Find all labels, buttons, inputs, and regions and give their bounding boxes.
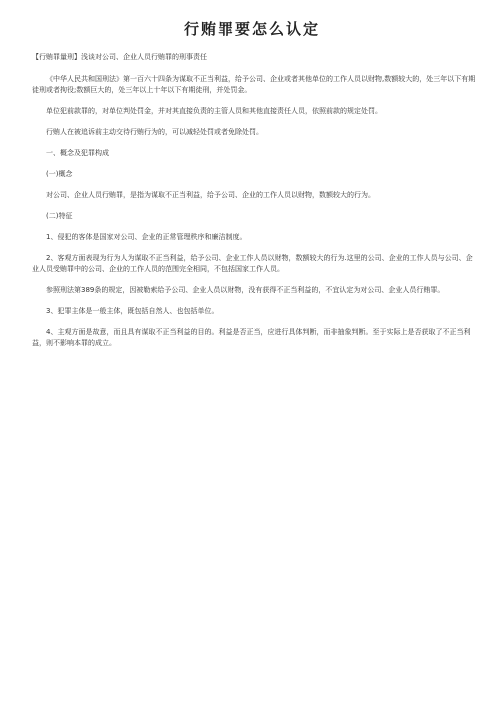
paragraph-feature-2: 2、客观方面表现为行为人为谋取不正当利益，给予公司、企业工作人员以财物，数额较大的行为.这里的公司、企业的工作人员与公司、企业人员受贿罪中的公司、企业的工作人员的范围完全相同，不包括国家工作人员。 [32,254,473,273]
paragraph-confession: 行贿人在被追诉前主动交待行贿行为的，可以减轻处罚或者免除处罚。 [46,128,263,136]
paragraph-definition: 对公司、企业人员行贿罪，是指为谋取不正当利益，给予公司、企业的工作人员以财物，数额较大的行为。 [46,191,375,199]
paragraph-feature-3: 3、犯罪主体是一般主体，既包括自然人、也包括单位。 [46,307,219,315]
section-heading-concept: 一、概念及犯罪构成 [46,149,109,157]
subheading-concept: (一)概念 [46,170,73,178]
document-body [32,52,478,359]
paragraph-reference-389: 参照刑法第389条的规定，因被勒索给予公司、企业人员以财物，没有获得不正当利益的，不宜认定为对公司、企业人员行贿罪。 [46,286,445,294]
paragraph-law-article: 《中华人民共和国刑法》第一百六十四条为谋取不正当利益，给予公司、企业或者其他单位的工作人员以财物,数额较大的，处三年以下有期徒刑或者拘役;数额巨大的，处三年以上十年以下有期徒刑，并处罚金。 [32,75,476,94]
paragraph-intro: 【行贿罪量刑】浅谈对公司、企业人员行贿罪的刑事责任 [32,53,207,61]
paragraph-feature-4: 4、主观方面是故意，而且具有谋取不正当利益的目的。利益是否正当，应进行具体判断，而非抽象判断。至于实际上是否获取了不正当利益，则不影响本罪的成立。 [32,328,471,347]
page-title: 行贿罪要怎么认定 [183,20,320,38]
paragraph-unit-crime: 单位犯前款罪的，对单位判处罚金，并对其直接负责的主管人员和其他直接责任人员，依照前款的规定处罚。 [46,107,382,115]
paragraph-feature-1: 1、侵犯的客体是国家对公司、企业的正常管理秩序和廉洁制度。 [46,233,247,241]
subheading-features: (二)特征 [46,212,73,220]
